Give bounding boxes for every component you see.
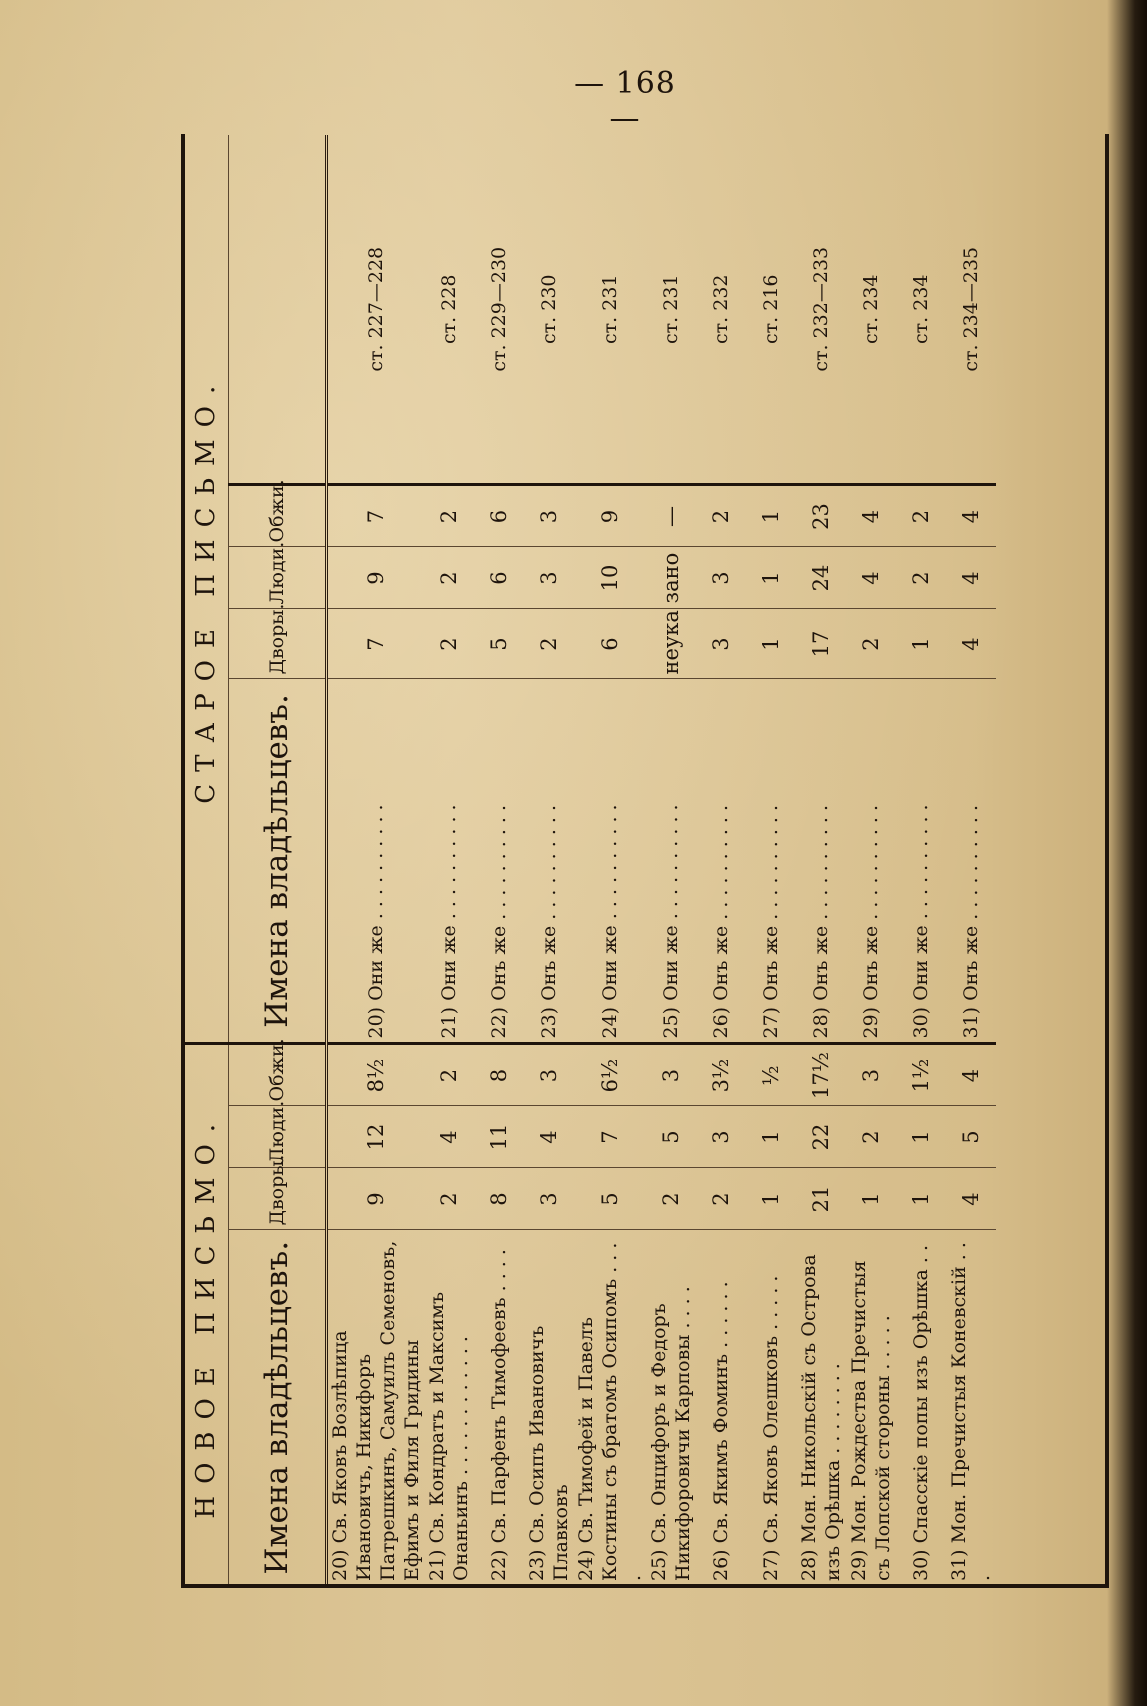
new-dvory-value: 2 (696, 1168, 746, 1230)
new-lyudi-value: 11 (474, 1106, 524, 1168)
table-row (474, 135, 524, 1585)
old-owner-name: 20) Они же . . . . . . . . . . (327, 679, 425, 1044)
reference-value: ст. 234 (846, 135, 896, 485)
old-names-header: Имена владѣльцевъ. (229, 679, 327, 1044)
table-row (524, 135, 574, 1585)
reference-value: ст. 228 (424, 135, 474, 485)
reference-header (229, 135, 327, 485)
old-owner-name: 24) Они же . . . . . . . . . . (574, 679, 646, 1044)
old-lyudi-value: 9 (327, 547, 425, 609)
new-lyudi-value: 3 (696, 1106, 746, 1168)
new-census-heading: НОВОЕ ПИСЬМО. (184, 1044, 229, 1585)
old-obzhi-value: 3 (524, 485, 574, 547)
old-dvory-value: 5 (474, 609, 524, 679)
reference-value: ст. 232—233 (796, 135, 846, 485)
new-lyudi-value: 12 (327, 1106, 425, 1168)
old-dvory-value: 2 (524, 609, 574, 679)
old-lyudi-value: 3 (696, 547, 746, 609)
new-lyudi-value: 5 (646, 1106, 696, 1168)
old-dvory-value: 3 (696, 609, 746, 679)
old-obzhi-value: 2 (424, 485, 474, 547)
old-obzhi-value: 4 (946, 485, 996, 547)
new-obzhi-value: 3 (646, 1044, 696, 1106)
old-owner-name: 27) Онъ же . . . . . . . . . . (746, 679, 796, 1044)
old-dvory-value: 4 (946, 609, 996, 679)
new-owner-name: 27) Св. Яковъ Олешковъ . . . . . (760, 1275, 782, 1581)
new-dvory-value: 21 (796, 1168, 846, 1230)
new-obzhi-value: 1½ (896, 1044, 946, 1106)
new-dvory-value: 2 (646, 1168, 696, 1230)
table-row (424, 135, 474, 1585)
new-obzhi-header: Обжи. (229, 1044, 327, 1106)
old-owner-name: 30) Они же . . . . . . . . . . (896, 679, 946, 1044)
new-dvory-value: 1 (846, 1168, 896, 1230)
old-lyudi-value: 3 (524, 547, 574, 609)
reference-value: ст. 231 (646, 135, 696, 485)
old-dvory-header: Дворы. (229, 609, 327, 679)
reference-value: ст. 230 (524, 135, 574, 485)
new-lyudi-value: 22 (796, 1106, 846, 1168)
new-owner-name: 31) Мон. Пречистыя Коневскій . . . (948, 1242, 994, 1581)
old-owner-name: 21) Они же . . . . . . . . . . (424, 679, 474, 1044)
reference-value: ст. 231 (574, 135, 646, 485)
table-row (574, 135, 646, 1585)
old-lyudi-value: 10 (574, 547, 646, 609)
old-lyudi-value: 2 (896, 547, 946, 609)
new-lyudi-value: 2 (846, 1106, 896, 1168)
old-lyudi-value: 2 (424, 547, 474, 609)
new-obzhi-value: 3 (846, 1044, 896, 1106)
old-lyudi-value: 6 (474, 547, 524, 609)
reference-value: ст. 229—230 (474, 135, 524, 485)
old-owner-name: 28) Онъ же . . . . . . . . . . (796, 679, 846, 1044)
new-owner-name: 30) Спасскіе попы изъ Орѣшка . . (910, 1245, 932, 1581)
new-lyudi-header: Люди. (229, 1106, 327, 1168)
new-owner-name: 22) Св. Парфенъ Тимофеевъ . . . . (488, 1249, 510, 1581)
new-lyudi-value: 4 (524, 1106, 574, 1168)
new-dvory-value: 1 (896, 1168, 946, 1230)
page-edge-shadow (1107, 0, 1147, 1706)
new-lyudi-value: 4 (424, 1106, 474, 1168)
old-lyudi-header: Люди. (229, 547, 327, 609)
rotated-table-container (184, 135, 1104, 1585)
new-dvory-value: 1 (746, 1168, 796, 1230)
old-dvory-value: 6 (574, 609, 646, 679)
table-row (896, 135, 946, 1585)
old-dvory-value: 2 (424, 609, 474, 679)
old-owner-name: 23) Онъ же . . . . . . . . . . (524, 679, 574, 1044)
page-number: — 168 — (574, 66, 676, 136)
new-lyudi-value: 1 (896, 1106, 946, 1168)
old-census-heading: СТАРОЕ ПИСЬМО. (184, 135, 229, 1044)
new-obzhi-value: ½ (746, 1044, 796, 1106)
old-obzhi-value: 2 (696, 485, 746, 547)
new-obzhi-value: 8 (474, 1044, 524, 1106)
reference-value: ст. 234 (896, 135, 946, 485)
old-owner-name: 31) Онъ же . . . . . . . . . . (946, 679, 996, 1044)
new-obzhi-value: 4 (946, 1044, 996, 1106)
table-body (327, 135, 997, 1585)
old-dvory-value: 1 (896, 609, 946, 679)
old-lyudi-value: 1 (746, 547, 796, 609)
group-header-row (184, 135, 229, 1585)
table-row (327, 135, 425, 1585)
old-dvory-value: неука (646, 609, 696, 679)
new-obzhi-value: 8½ (327, 1044, 425, 1106)
reference-value: ст. 234—235 (946, 135, 996, 485)
old-obzhi-value: 7 (327, 485, 425, 547)
new-dvory-header: Дворы. (229, 1168, 327, 1230)
new-obzhi-value: 17½ (796, 1044, 846, 1106)
table-row (796, 135, 846, 1585)
new-lyudi-value: 5 (946, 1106, 996, 1168)
old-dvory-value: 1 (746, 609, 796, 679)
old-obzhi-value: 23 (796, 485, 846, 547)
column-header-row (229, 135, 327, 1585)
table-row (946, 135, 996, 1585)
reference-value: ст. 227—228 (327, 135, 425, 485)
old-lyudi-value: 4 (946, 547, 996, 609)
old-obzhi-value: 2 (896, 485, 946, 547)
old-obzhi-value: — (646, 485, 696, 547)
new-owner-name: 25) Св. Онцифоръ и Федоръ Никифоровичи Карповы . . . . (648, 1286, 694, 1581)
table-row (646, 135, 696, 1585)
old-dvory-value: 2 (846, 609, 896, 679)
new-lyudi-value: 7 (574, 1106, 646, 1168)
table-row (846, 135, 896, 1585)
old-lyudi-value: 4 (846, 547, 896, 609)
new-dvory-value: 5 (574, 1168, 646, 1230)
new-owner-name: 24) Св. Тимофей и Павелъ Костины съ братомъ Осипомъ . . . . (575, 1242, 645, 1581)
old-lyudi-value: зано (646, 547, 696, 609)
new-owner-name: 20) Св. Яковъ Возлѣпица Ивановичъ, Никифоръ Патрешкинъ, Самуилъ Семеновъ, Ефимъ и Филя Гридины (329, 1240, 423, 1581)
old-lyudi-value: 24 (796, 547, 846, 609)
reference-value: ст. 232 (696, 135, 746, 485)
old-owner-name: 26) Онъ же . . . . . . . . . . (696, 679, 746, 1044)
new-owner-name: 29) Мон. Рождества Пречистыя съ Лопской стороны . . . . . (848, 1260, 894, 1581)
new-names-header: Имена владѣльцевъ. (229, 1230, 327, 1585)
old-dvory-value: 17 (796, 609, 846, 679)
new-obzhi-value: 3½ (696, 1044, 746, 1106)
table-row (746, 135, 796, 1585)
new-obzhi-value: 2 (424, 1044, 474, 1106)
reference-value: ст. 216 (746, 135, 796, 485)
old-obzhi-header: Обжи. (229, 485, 327, 547)
census-table (184, 135, 996, 1585)
new-owner-name: 26) Св. Якимъ Фоминъ . . . . . . (710, 1281, 732, 1581)
new-obzhi-value: 3 (524, 1044, 574, 1106)
new-obzhi-value: 6½ (574, 1044, 646, 1106)
new-owner-name: 28) Мон. Никольскій съ Острова изъ Орѣшка . . . . . . . . (798, 1254, 844, 1581)
old-obzhi-value: 1 (746, 485, 796, 547)
new-dvory-value: 2 (424, 1168, 474, 1230)
new-dvory-value: 8 (474, 1168, 524, 1230)
old-obzhi-value: 4 (846, 485, 896, 547)
new-dvory-value: 3 (524, 1168, 574, 1230)
new-owner-name: 23) Св. Осипъ Ивановичъ Плавковъ (526, 1325, 572, 1581)
old-obzhi-value: 9 (574, 485, 646, 547)
new-owner-name: 21) Св. Кондратъ и Максимъ Онаньинъ . . . . . . . . . . . . (426, 1291, 472, 1581)
new-dvory-value: 4 (946, 1168, 996, 1230)
old-owner-name: 29) Онъ же . . . . . . . . . . (846, 679, 896, 1044)
old-obzhi-value: 6 (474, 485, 524, 547)
old-owner-name: 22) Онъ же . . . . . . . . . . (474, 679, 524, 1044)
old-dvory-value: 7 (327, 609, 425, 679)
new-dvory-value: 9 (327, 1168, 425, 1230)
table-row (696, 135, 746, 1585)
old-owner-name: 25) Они же . . . . . . . . . . (646, 679, 696, 1044)
new-lyudi-value: 1 (746, 1106, 796, 1168)
